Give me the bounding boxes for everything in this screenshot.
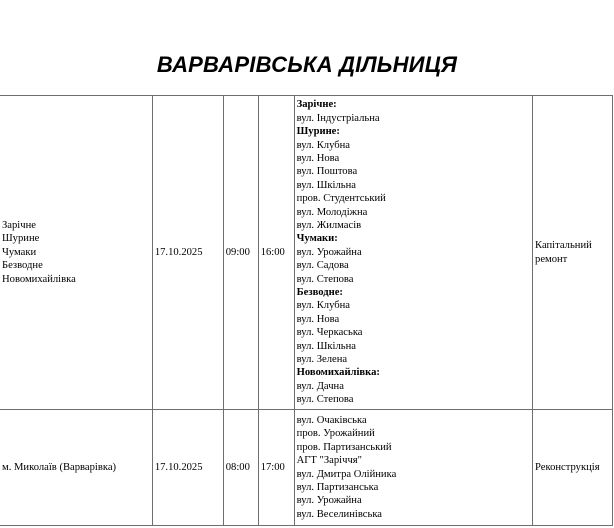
street-name: вул. Дачна [296,380,344,392]
street-name: вул. Нова [296,152,340,164]
street-name: АГТ "Заріччя" [296,455,362,467]
street-name: вул. Степова [296,273,354,285]
settlement-name: Зарічне [2,219,36,231]
street-name: вул. Зелена [296,354,348,366]
street-name: вул. Клубна [296,300,350,312]
settlement-heading: Чумаки: [296,233,338,245]
street-name: пров. Урожайний [296,428,375,440]
start-time-cell: 09:00 [223,96,258,410]
reason-text: ремонт [535,253,568,265]
street-name: вул. Степова [296,394,354,406]
settlement-heading: Безводне: [296,287,343,299]
street-name: вул. Шкільна [296,179,356,191]
street-name: вул. Молодіжна [296,206,368,218]
street-name: вул. Жилмасів [296,219,362,231]
street-name: вул. Індустріальна [296,112,380,124]
street-name: вул. Урожайна [296,246,362,258]
street-name: вул. Партизанська [296,481,379,493]
street-name: вул. Клубна [296,139,350,151]
table-row [0,410,613,526]
outage-schedule-table [0,95,613,526]
street-name: вул. Садова [296,260,349,272]
settlement-heading: Новомихайлівка: [296,367,380,379]
settlement-name: Новомихайлівка [2,273,76,285]
reason-text: Капітальний [535,240,592,252]
street-name: вул. Дмитра Олійника [296,468,397,480]
street-name: вул. Веселинівська [296,508,383,520]
settlement-name: Шурине [2,233,40,245]
end-time-cell: 16:00 [258,96,294,410]
end-time-cell: 17:00 [258,410,294,526]
date-cell: 17.10.2025 [152,96,223,410]
settlements-cell [0,96,152,410]
settlement-heading: Шурине: [296,126,340,138]
page-title: ВАРВАРІВСЬКА ДІЛЬНИЦЯ [156,52,458,77]
street-name: вул. Очаківська [296,414,367,426]
street-name: вул. Поштова [296,166,358,178]
settlement-name: м. Миколаїв (Варварівка) [2,461,117,473]
street-name: пров. Студентський [296,193,386,205]
settlement-name: Безводне [2,260,43,272]
street-name: вул. Урожайна [296,495,362,507]
streets-cell [294,96,532,410]
start-time-cell: 08:00 [223,410,258,526]
reason-cell [533,96,613,410]
street-name: пров. Партизанський [296,441,392,453]
settlements-cell [0,410,152,526]
settlement-heading: Зарічне: [296,99,337,111]
settlement-name: Чумаки [2,246,37,258]
street-name: вул. Нова [296,313,340,325]
street-name: вул. Шкільна [296,340,356,352]
table-row [0,96,613,410]
reason-cell [533,410,613,526]
reason-text: Реконструкція [535,461,600,473]
date-cell: 17.10.2025 [152,410,223,526]
streets-cell [294,410,532,526]
street-name: вул. Черкаська [296,327,363,339]
